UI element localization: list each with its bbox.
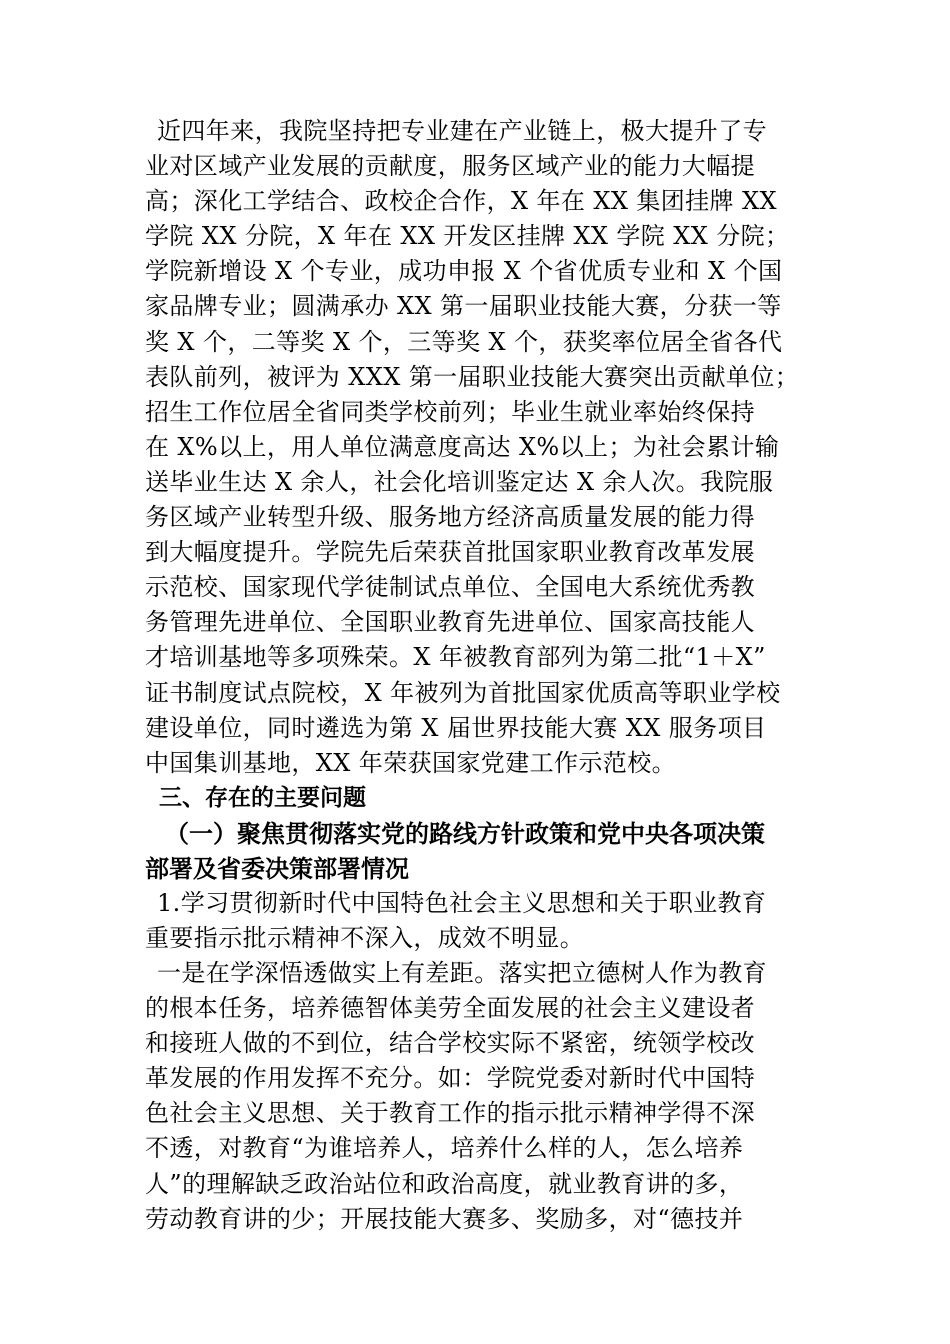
paragraph-gap-analysis bbox=[145, 956, 810, 1237]
text-line: 中国集训基地，XX 年荣获国家党建工作示范校。 bbox=[145, 748, 676, 777]
item-study-implementation bbox=[145, 886, 810, 956]
text-line: 务区域产业转型升级、服务地方经济高质量发展的能力得 bbox=[145, 503, 755, 532]
text-line: 奖 X 个，二等奖 X 个，三等奖 X 个，获奖率位居全省各代 bbox=[145, 327, 783, 356]
text-line: 革发展的作用发挥不充分。如：学院党委对新时代中国特 bbox=[145, 1064, 755, 1093]
text-line: 人”的理解缺乏政治站位和政治高度，就业教育讲的多， bbox=[145, 1169, 744, 1198]
text-line: 学院新增设 X 个专业，成功申报 X 个省优质专业和 X 个国 bbox=[145, 257, 783, 286]
text-line: 劳动教育讲的少；开展技能大赛多、奖励多，对“德技并 bbox=[145, 1204, 744, 1233]
subheading-line: （一）聚焦贯彻落实党的路线方针政策和党中央各项决策 bbox=[165, 818, 765, 848]
text-line: 和接班人做的不到位，结合学校实际不紧密，统领学校改 bbox=[145, 1029, 755, 1058]
text-line: 表队前列，被评为 XXX 第一届职业技能大赛突出贡献单位； bbox=[145, 362, 800, 391]
text-line: 学院 XX 分院，X 年在 XX 开发区挂牌 XX 学院 XX 分院； bbox=[145, 222, 790, 251]
text-line: 近四年来，我院坚持把专业建在产业链上，极大提升了专 bbox=[157, 117, 767, 145]
text-line: 送毕业生达 X 余人，社会化培训鉴定达 X 余人次。我院服 bbox=[145, 467, 774, 496]
paragraph-achievements bbox=[145, 114, 810, 781]
text-line: 建设单位，同时遴选为第 X 届世界技能大赛 XX 服务项目 bbox=[145, 713, 767, 742]
text-line: 一是在学深悟透做实上有差距。落实把立德树人作为教育 bbox=[157, 958, 767, 987]
section-heading-main-problems: 三、存在的主要问题 bbox=[159, 784, 366, 811]
text-line: 的根本任务，培养德智体美劳全面发展的社会主义建设者 bbox=[145, 994, 755, 1023]
subheading-line: 部署及省委决策部署情况 bbox=[145, 853, 409, 883]
text-line: 高；深化工学结合、政校企合作，X 年在 XX 集团挂牌 XX bbox=[145, 187, 777, 216]
text-line: 色社会主义思想、关于教育工作的指示批示精神学得不深 bbox=[145, 1099, 755, 1128]
text-line: 务管理先进单位、全国职业教育先进单位、国家高技能人 bbox=[145, 608, 755, 637]
text-line: 证书制度试点院校，X 年被列为首批国家优质高等职业学校 bbox=[145, 678, 781, 707]
document-page bbox=[145, 114, 810, 1237]
text-line: 在 X%以上，用人单位满意度高达 X%以上；为社会累计输 bbox=[145, 432, 780, 461]
text-line: 家品牌专业；圆满承办 XX 第一届职业技能大赛，分获一等 bbox=[145, 292, 782, 321]
text-line: 业对区域产业发展的贡献度，服务区域产业的能力大幅提 bbox=[145, 152, 755, 181]
text-line: 1.学习贯彻新时代中国特色社会主义思想和关于职业教育 bbox=[157, 888, 767, 917]
text-line: 不透，对教育“为谁培养人，培养什么样的人，怎么培养 bbox=[145, 1134, 744, 1163]
text-line: 重要指示批示精神不深入，成效不明显。 bbox=[145, 923, 585, 952]
subheading-implementation bbox=[145, 816, 810, 886]
text-line: 才培训基地等多项殊荣。X 年被教育部列为第二批“1＋X” bbox=[145, 643, 766, 672]
text-line: 招生工作位居全省同类学校前列；毕业生就业率始终保持 bbox=[145, 397, 755, 426]
text-line: 到大幅度提升。学院先后荣获首批国家职业教育改革发展 bbox=[145, 538, 755, 567]
text-line: 示范校、国家现代学徒制试点单位、全国电大系统优秀教 bbox=[145, 573, 755, 602]
